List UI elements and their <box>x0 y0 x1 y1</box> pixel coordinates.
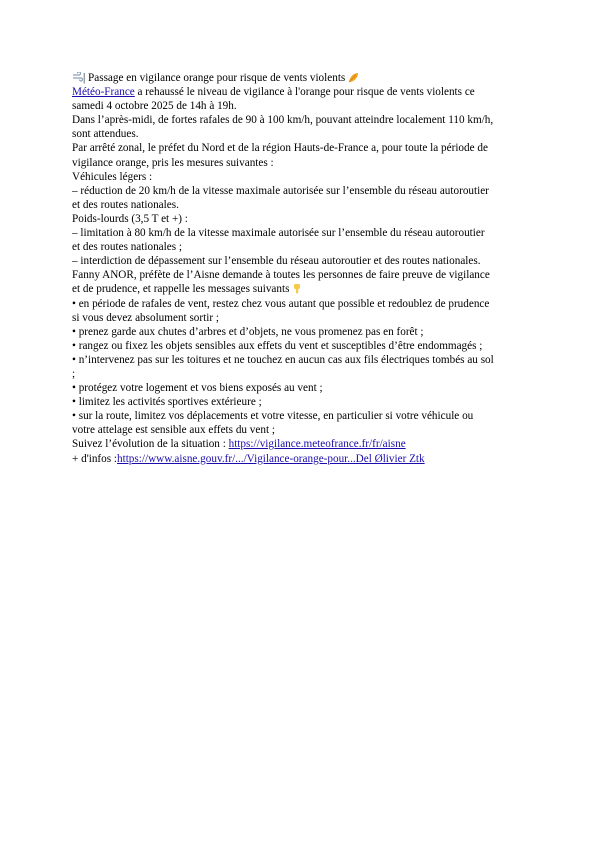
vigilance-link[interactable]: https://vigilance.meteofrance.fr/fr/aisne <box>228 438 406 451</box>
post-title-line <box>72 71 532 85</box>
info-line <box>72 452 532 466</box>
p3-line1: Par arrêté zonal, le préfet du Nord et de la région Hauts-de-France a, pour toute la période de <box>72 142 488 155</box>
bullet-1-line1: • en période de rafales de vent, restez chez vous autant que possible et redoublez de prudence <box>72 297 490 310</box>
p2-line1: Dans l’après-midi, de fortes rafales de 90 à 100 km/h, pouvant atteindre localement 110 km/h, <box>72 114 494 127</box>
follow-text: Suivez l’évolution de la situation : <box>72 438 229 451</box>
post-title: | Passage en vigilance orange pour risque de vents violents <box>83 72 346 84</box>
bullet-7-line1: • sur la route, limitez vos déplacements et votre vitesse, en particulier si votre véhicule ou <box>72 410 474 423</box>
leaf-icon <box>348 72 359 82</box>
prefect-line2 <box>72 282 532 296</box>
vl-line1: – réduction de 20 km/h de la vitesse maximale autorisée sur l’ensemble du réseau autoroutier <box>72 184 489 197</box>
p1-text: a rehaussé le niveau de vigilance à l'orange pour risque de vents violents ce <box>134 86 475 99</box>
bullet-5: • protégez votre logement et vos biens exposés au vent ; <box>72 382 323 395</box>
p1-line2: samedi 4 octobre 2025 de 14h à 19h. <box>72 100 237 113</box>
pl-line3: – interdiction de dépassement sur l’ensemble du réseau autoroutier et des routes nationales. <box>72 255 481 268</box>
post-body <box>72 71 532 466</box>
bullet-6: • limitez les activités sportives extérieure ; <box>72 396 262 409</box>
prefect-text: et de prudence, et rappelle les messages suivants <box>72 283 290 296</box>
pl-heading: Poids-lourds (3,5 T et +) : <box>72 212 188 225</box>
vl-line2: et des routes nationales. <box>72 198 179 211</box>
bullet-1-line2: si vous devez absolument sortir ; <box>72 311 219 324</box>
vl-heading: Véhicules légers : <box>72 170 153 183</box>
pointing-down-icon <box>292 283 303 293</box>
follow-line <box>72 437 532 451</box>
p2-line2: sont attendues. <box>72 128 139 141</box>
aisne-gouv-link[interactable]: https://www.aisne.gouv.fr/.../Vigilance-orange-pour...Del Ølivier Ztk <box>117 452 425 465</box>
bullet-7-line2: votre attelage est sensible aux effets du vent ; <box>72 424 275 437</box>
meteo-france-link[interactable]: Météo-France <box>72 86 135 99</box>
prefect-line1: Fanny ANOR, préfète de l’Aisne demande à toutes les personnes de faire preuve de vigilance <box>72 269 490 282</box>
p1-line1 <box>72 85 532 99</box>
pl-line1: – limitation à 80 km/h de la vitesse maximale autorisée sur l’ensemble du réseau autoroutier <box>72 227 485 240</box>
info-text: + d'infos : <box>72 452 117 465</box>
bullet-4-line2: ; <box>72 367 76 380</box>
pl-line2: et des routes nationales ; <box>72 241 182 254</box>
bullet-3: • rangez ou fixez les objets sensibles aux effets du vent et susceptibles d’être endommagés ; <box>72 339 483 352</box>
bullet-2: • prenez garde aux chutes d’arbres et d’objets, ne vous promenez pas en forêt ; <box>72 325 424 338</box>
bullet-4-line1: • n’intervenez pas sur les toitures et ne touchez en aucun cas aux fils électriques tombés au sol <box>72 353 494 366</box>
wind-icon <box>72 72 83 82</box>
p3-line2: vigilance orange, pris les mesures suivantes : <box>72 156 274 169</box>
